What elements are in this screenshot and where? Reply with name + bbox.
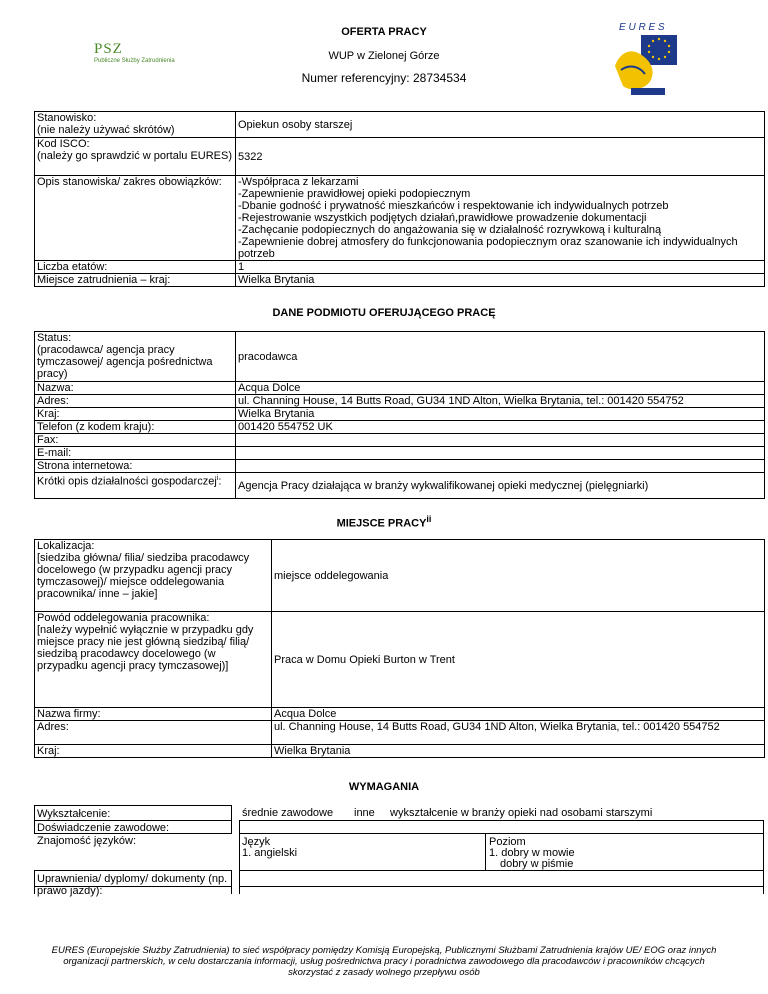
education-other: inne [354, 807, 375, 819]
level-speaking: 1. dobry w mowie [489, 847, 575, 859]
office-name: WUP w Zielonej Górze [328, 50, 440, 62]
email-value [236, 447, 765, 460]
employer-table [34, 331, 765, 499]
address-value: ul. Channing House, 14 Butts Road, GU34 1ND Alton, Wielka Brytania, tel.: 001420 554752 [236, 395, 765, 408]
location-value: miejsce oddelegowania [272, 540, 765, 612]
eures-logo [611, 20, 683, 98]
website-value [236, 460, 765, 473]
languages-label: Znajomość języków: [37, 835, 137, 847]
permits-label: Uprawnienia/ dyplomy/ dokumenty (np. prawo jazdy): [37, 873, 228, 897]
business-description-value: Agencja Pracy działająca w branży wykwalifikowanej opieki medycznej (pielęgniarki) [236, 473, 765, 499]
workplace-section-title: MIEJSCE PRACY$^{ii}$ [336, 514, 432, 530]
fax-value [236, 434, 765, 447]
requirements-section-title: WYMAGANIA [348, 781, 420, 793]
positions-count-label: Liczba etatów: [35, 261, 236, 274]
footer-eures-description: EURES (Europejskie Służby Zatrudnienia) to sieć współpracy pomiędzy Komisją Europejską, Publicznymi Służbami Zatrudnienia krajów UE/ EOG oraz innych organizacji partnerskich, w celu dostarczania informacji, usług pośrednictwa pracy i poradnictwa zawodowego dla pracodawców i pracowników chcących skorzystać z zasady wolnego przepływu osób [51, 945, 717, 978]
workplace-address-value: ul. Channing House, 14 Butts Road, GU34 1ND Alton, Wielka Brytania, tel.: 001420 554752 [272, 721, 765, 745]
workplace-table [34, 539, 765, 758]
duties-label: Opis stanowiska/ zakres obowiązków: [35, 176, 236, 261]
reference-number: Numer referencyjny: 28734534 [301, 71, 467, 85]
status-label: Status: (pracodawca/ agencja pracy tymczasowej/ agencja pośrednictwa pracy) [35, 332, 236, 382]
workplace-country-label: Kraj: [35, 745, 272, 758]
name-value: Acqua Dolce [236, 382, 765, 395]
country-label: Kraj: [35, 408, 236, 421]
work-country-value: Wielka Brytania [236, 274, 765, 287]
job-title-label: Stanowisko: (nie należy używać skrótów) [35, 112, 236, 138]
address-label: Adres: [35, 395, 236, 408]
country-value: Wielka Brytania [236, 408, 765, 421]
company-name-value: Acqua Dolce [272, 708, 765, 721]
svg-text:E U R E S: E U R E S [619, 22, 665, 33]
company-name-label: Nazwa firmy: [35, 708, 272, 721]
level-writing: dobry w piśmie [500, 858, 574, 870]
name-label: Nazwa: [35, 382, 236, 395]
job-table [34, 111, 765, 287]
location-label: Lokalizacja: [siedziba główna/ filia/ siedziba pracodawcy docelowego (w przypadku agencji pracy tymczasowej)/ miejsce oddelegowania pracownika/ inne – jakie] [35, 540, 272, 612]
psz-logo: PSZ Publiczne Służby Zatrudnienia [94, 41, 175, 64]
phone-value: 001420 554752 UK [236, 421, 765, 434]
language-value: 1. angielski [242, 847, 298, 859]
job-title-value: Opiekun osoby starszej [236, 112, 765, 138]
education-level: średnie zawodowe [242, 807, 334, 819]
isco-label: Kod ISCO: (należy go sprawdzić w portalu EURES) [35, 138, 236, 176]
email-label: E-mail: [35, 447, 236, 460]
education-label: Wykształcenie: [37, 808, 111, 820]
workplace-address-label: Adres: [35, 721, 272, 745]
secondment-reason-label: Powód oddelegowania pracownika: [należy wypełnić wyłącznie w przypadku gdy miejsce pracy nie jest główną siedzibą/ filią/ siedzibą pracodawcy docelowego (w przypadku agencji pracy tymczasowej)] [35, 612, 272, 708]
experience-label: Doświadczenie zawodowe: [37, 822, 170, 834]
secondment-reason-value: Praca w Domu Opieki Burton w Trent [272, 612, 765, 708]
isco-value: 5322 [236, 138, 765, 176]
business-description-label: Krótki opis działalności gospodarczej$^i$: [35, 473, 236, 499]
document-title: OFERTA PRACY [341, 26, 427, 38]
level-header: Poziom [489, 836, 526, 848]
duties-value: -Współpraca z lekarzami -Zapewnienie prawidłowej opieki podopiecznym -Dbanie godność i prywatność mieszkańców i respektowanie ich indywidualnych potrzeb -Rejestrowanie wszystkich podjętych działań,prawidłowe prowadzenie dokumentacji -Zachęcanie podopiecznych do angażowania się w działalność rozrywkową i kulturalną -Zapewnienie dobrej atmosfery do funkcjonowania podopiecznym oraz szanowanie ich indywidualnych potrzeb [236, 176, 765, 261]
phone-label: Telefon (z kodem kraju): [35, 421, 236, 434]
fax-label: Fax: [35, 434, 236, 447]
education-detail: wykształcenie w branży opieki nad osobami starszymi [390, 807, 653, 819]
positions-count-value: 1 [236, 261, 765, 274]
employer-section-title: DANE PODMIOTU OFERUJĄCEGO PRACĘ [272, 307, 496, 319]
work-country-label: Miejsce zatrudnienia – kraj: [35, 274, 236, 287]
workplace-country-value: Wielka Brytania [272, 745, 765, 758]
status-value: pracodawca [236, 332, 765, 382]
website-label: Strona internetowa: [35, 460, 236, 473]
language-header: Język [242, 836, 271, 848]
